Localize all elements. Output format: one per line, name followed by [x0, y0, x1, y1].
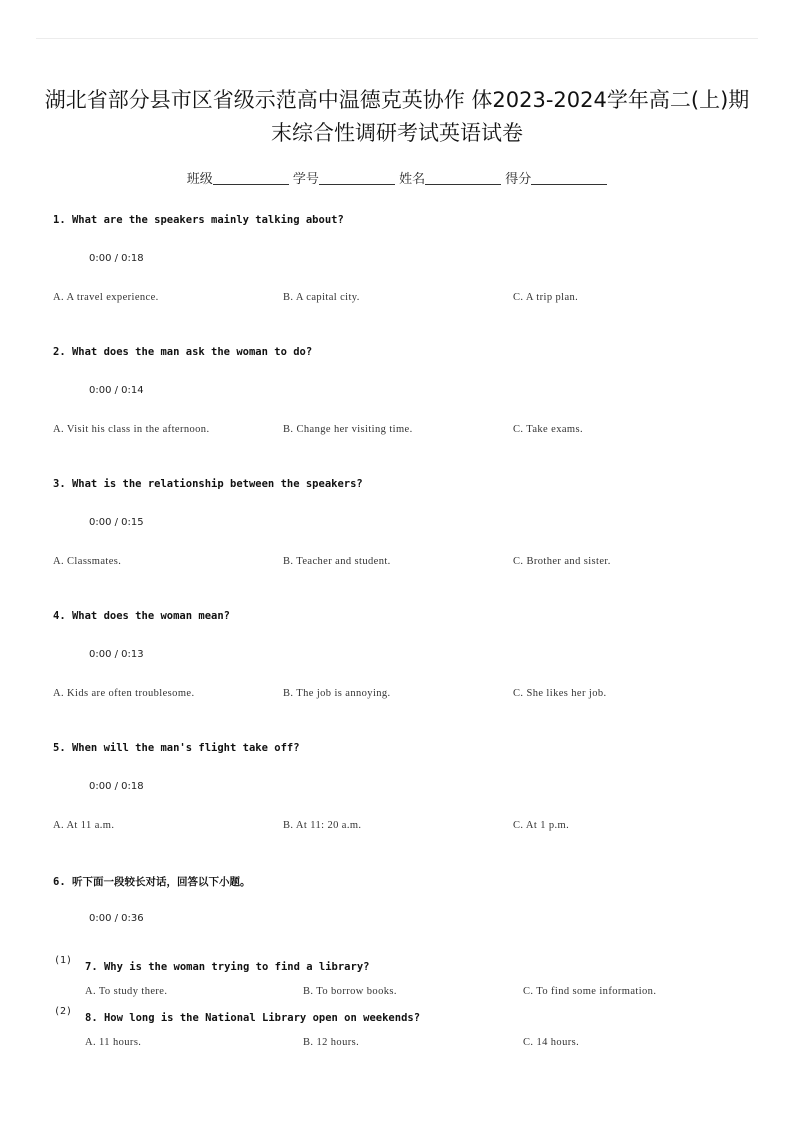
question-1-option-c[interactable]: C. A trip plan. — [513, 292, 579, 303]
page-title — [30, 84, 764, 150]
question-6-audio-time[interactable]: 0:00 / 0:36 — [89, 913, 144, 924]
question-4-option-c[interactable]: C. She likes her job. — [513, 688, 607, 699]
question-5-text: 5. When will the man's flight take off? — [53, 742, 300, 754]
question-5-audio-time[interactable]: 0:00 / 0:18 — [89, 781, 144, 792]
question-1-option-b[interactable]: B. A capital city. — [283, 292, 360, 303]
question-2-audio-time[interactable]: 0:00 / 0:14 — [89, 385, 144, 396]
subquestion-2-number: (2) — [54, 1006, 73, 1017]
name-blank — [425, 172, 501, 185]
subquestion-2-option-a[interactable]: A. 11 hours. — [85, 1037, 142, 1048]
subquestion-1-option-c[interactable]: C. To find some information. — [523, 986, 657, 997]
subquestion-2-option-c[interactable]: C. 14 hours. — [523, 1037, 580, 1048]
class-label: 班级 — [186, 172, 213, 187]
header-divider — [36, 38, 758, 39]
question-1-audio-time[interactable]: 0:00 / 0:18 — [89, 253, 144, 264]
question-4-option-a[interactable]: A. Kids are often troublesome. — [53, 688, 195, 699]
question-1-text: 1. What are the speakers mainly talking about? — [53, 214, 344, 226]
subquestion-1-option-a[interactable]: A. To study there. — [85, 986, 168, 997]
number-label: 学号 — [292, 172, 319, 187]
question-3-option-c[interactable]: C. Brother and sister. — [513, 556, 611, 567]
question-5-option-a[interactable]: A. At 11 a.m. — [53, 820, 115, 831]
subquestion-1-option-b[interactable]: B. To borrow books. — [303, 986, 397, 997]
question-5-option-c[interactable]: C. At 1 p.m. — [513, 820, 570, 831]
score-blank — [531, 172, 607, 185]
question-3-audio-time[interactable]: 0:00 / 0:15 — [89, 517, 144, 528]
question-1-option-a[interactable]: A. A travel experience. — [53, 292, 159, 303]
question-4-option-b[interactable]: B. The job is annoying. — [283, 688, 391, 699]
subquestion-2-option-b[interactable]: B. 12 hours. — [303, 1037, 360, 1048]
student-info-line — [0, 168, 794, 187]
question-4-text: 4. What does the woman mean? — [53, 610, 231, 622]
title-line-1: 湖北省部分县市区省级示范高中温德克英协作 体2023-2024学年高二(上)期 — [44, 88, 750, 112]
subquestion-1-text: 7. Why is the woman trying to find a library? — [85, 961, 370, 973]
question-2-text: 2. What does the man ask the woman to do? — [53, 346, 313, 358]
subquestion-1-number: (1) — [54, 955, 73, 966]
question-3-option-b[interactable]: B. Teacher and student. — [283, 556, 391, 567]
question-2-option-b[interactable]: B. Change her visiting time. — [283, 424, 413, 435]
subquestion-2-text: 8. How long is the National Library open on weekends? — [85, 1012, 421, 1024]
class-blank — [213, 172, 289, 185]
number-blank — [319, 172, 395, 185]
question-5-option-b[interactable]: B. At 11: 20 a.m. — [283, 820, 362, 831]
name-label: 姓名 — [399, 172, 426, 187]
title-line-2: 末综合性调研考试英语试卷 — [271, 121, 523, 145]
question-2-option-c[interactable]: C. Take exams. — [513, 424, 583, 435]
question-4-audio-time[interactable]: 0:00 / 0:13 — [89, 649, 144, 660]
question-3-text: 3. What is the relationship between the speakers? — [53, 478, 363, 490]
question-6-text: 6. 听下面一段较长对话，回答以下小题。 — [53, 876, 251, 888]
question-3-option-a[interactable]: A. Classmates. — [53, 556, 122, 567]
question-2-option-a[interactable]: A. Visit his class in the afternoon. — [53, 424, 210, 435]
score-label: 得分 — [505, 172, 532, 187]
